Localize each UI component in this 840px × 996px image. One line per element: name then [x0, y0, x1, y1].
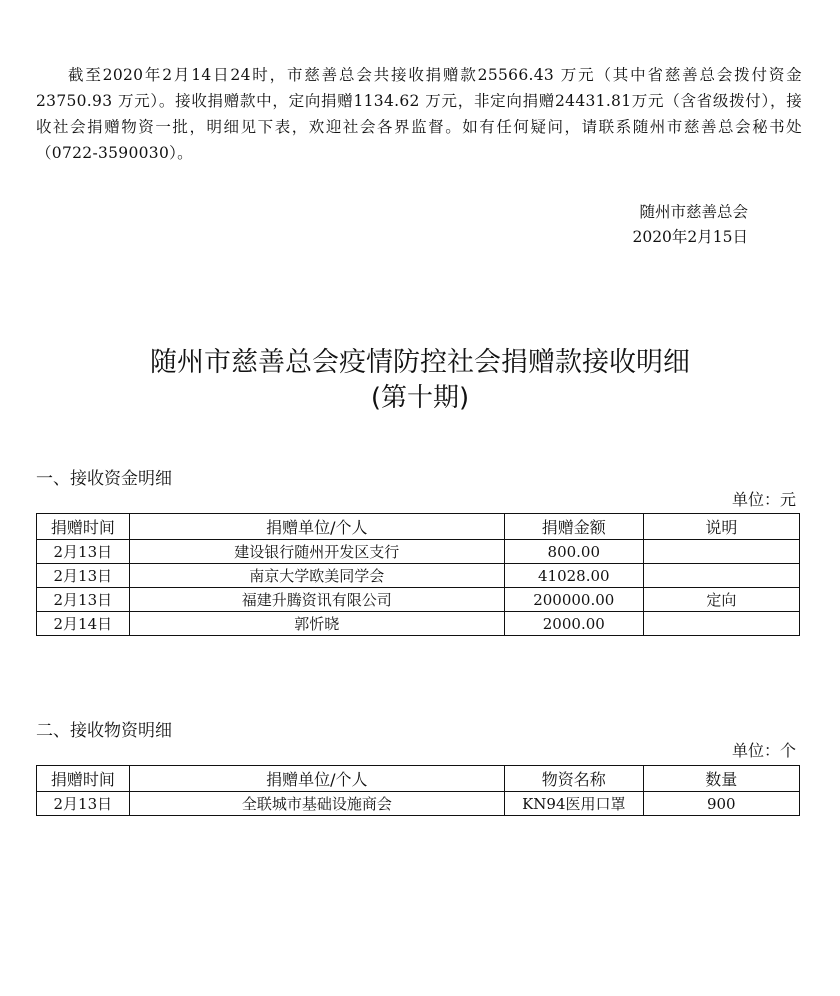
- table-row: [37, 792, 800, 816]
- signature-block: [632, 200, 748, 250]
- donor-name: 南京大学欧美同学会: [129, 564, 504, 588]
- materials-unit-label: 单位：个: [731, 741, 796, 760]
- table-row: [37, 540, 800, 564]
- donor-name: 建设银行随州开发区支行: [129, 540, 504, 564]
- materials-col-date: 捐赠时间: [37, 766, 130, 792]
- materials-col-item: 物资名称: [505, 766, 644, 792]
- funds-col-amount: 捐赠金额: [504, 514, 643, 540]
- donation-amount: 800.00: [504, 540, 643, 564]
- material-quantity: 900: [643, 792, 799, 816]
- funds-col-donor: 捐赠单位/个人: [129, 514, 504, 540]
- funds-unit-label: 单位：元: [731, 490, 796, 509]
- funds-section-heading: 一、接收资金明细: [36, 469, 172, 489]
- materials-col-quantity: 数量: [643, 766, 799, 792]
- donation-note: [643, 612, 799, 636]
- document-subtitle: (第十期): [370, 383, 470, 413]
- document-title: 随州市慈善总会疫情防控社会捐赠款接收明细: [150, 347, 690, 378]
- donor-name: 郭忻晓: [129, 612, 504, 636]
- materials-section-heading: 二、接收物资明细: [36, 721, 172, 741]
- donor-name: 全联城市基础设施商会: [129, 792, 504, 816]
- funds-col-note: 说明: [643, 514, 799, 540]
- materials-table-header-row: [37, 766, 800, 792]
- donation-amount: 41028.00: [504, 564, 643, 588]
- signature-org: 随州市慈善总会: [639, 203, 748, 221]
- funds-table-header-row: [37, 514, 800, 540]
- table-row: [37, 588, 800, 612]
- donation-date: 2月13日: [37, 540, 130, 564]
- signature-date: 2020年2月15日: [632, 228, 748, 246]
- table-row: [37, 612, 800, 636]
- materials-table: [36, 765, 800, 816]
- donation-note: 定向: [643, 588, 799, 612]
- table-row: [37, 564, 800, 588]
- donation-amount: 200000.00: [504, 588, 643, 612]
- donor-name: 福建升腾资讯有限公司: [129, 588, 504, 612]
- funds-table: [36, 513, 800, 636]
- donation-date: 2月13日: [37, 792, 130, 816]
- intro-paragraph: 截至2020年2月14日24时，市慈善总会共接收捐赠款25566.43 万元（其中省慈善总会拨付资金23750.93 万元）。接收捐赠款中，定向捐赠1134.62 万元，非定向捐赠24431.81万元（含省级拨付），接收社会捐赠物资一批，明细见下表，欢迎社会各界监督。如有任何疑问，请联系随州市慈善总会秘书处（0722-3590030）。: [36, 66, 802, 162]
- donation-date: 2月13日: [37, 564, 130, 588]
- donation-amount: 2000.00: [504, 612, 643, 636]
- donation-date: 2月14日: [37, 612, 130, 636]
- donation-note: [643, 540, 799, 564]
- materials-col-donor: 捐赠单位/个人: [129, 766, 504, 792]
- material-item: KN94医用口罩: [505, 792, 644, 816]
- donation-note: [643, 564, 799, 588]
- donation-date: 2月13日: [37, 588, 130, 612]
- funds-col-date: 捐赠时间: [37, 514, 130, 540]
